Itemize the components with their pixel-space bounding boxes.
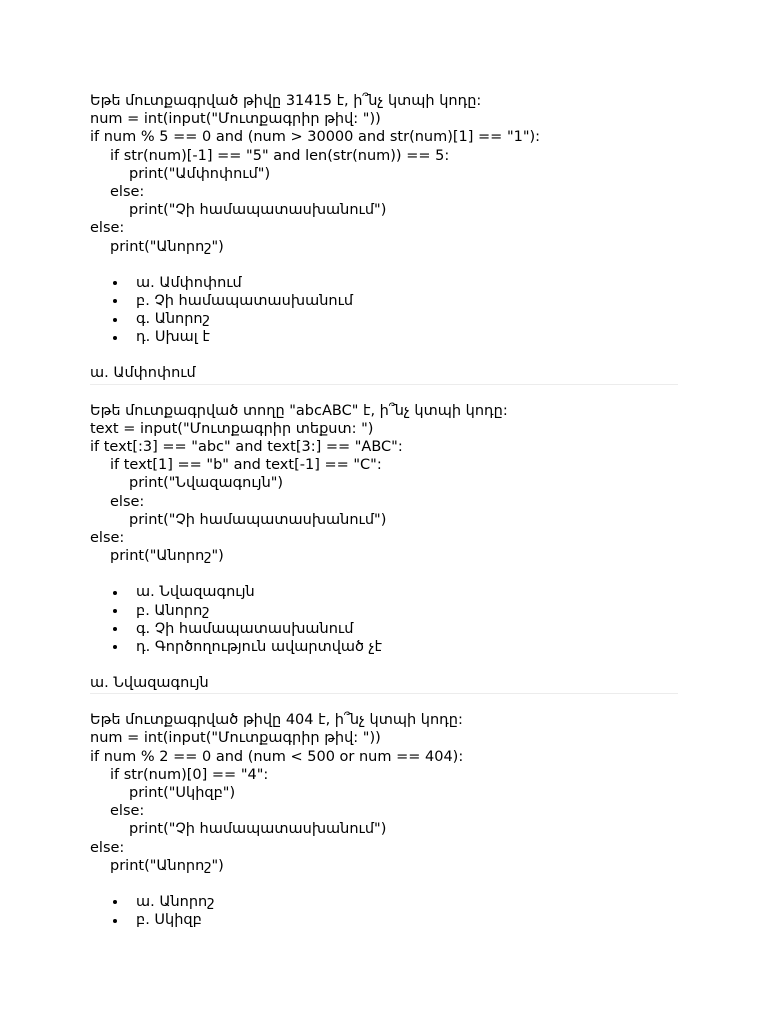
question-text: Եթե մուտքագրված թիվը 404 է, ի՞նչ կտպի կոդը: bbox=[90, 712, 463, 729]
question-text: Եթե մուտքագրված թիվը 31415 է, ի՞նչ կտպի կոդը: bbox=[90, 93, 482, 109]
bullet-icon bbox=[113, 299, 117, 303]
bullet-icon bbox=[113, 591, 117, 595]
option-label: բ. Չի համապատասխանում bbox=[136, 292, 354, 309]
code-line: else: bbox=[110, 183, 145, 200]
bullet-icon bbox=[113, 900, 117, 904]
option-label: ա. Ամփոփում bbox=[136, 274, 242, 291]
option-item bbox=[90, 328, 678, 346]
option-item bbox=[90, 638, 678, 656]
option-label: գ. Չի համապատասխանում bbox=[136, 620, 354, 637]
code-line: print("Չի համապատասխանում") bbox=[129, 202, 387, 219]
option-label: ա. Անորոշ bbox=[136, 893, 215, 910]
code-line: else: bbox=[110, 493, 145, 510]
bullet-icon bbox=[113, 627, 117, 631]
code-line: else: bbox=[90, 529, 125, 546]
code-line: print("Անորոշ") bbox=[110, 548, 224, 565]
option-item bbox=[90, 292, 678, 310]
option-label: գ. Անորոշ bbox=[136, 311, 210, 328]
code-line: print("Չի համապատասխանում") bbox=[129, 511, 387, 528]
code-line: print("Չի համապատասխանում") bbox=[129, 821, 387, 838]
options-list bbox=[90, 893, 678, 929]
bullet-icon bbox=[113, 281, 117, 285]
code-line: num = int(input("Մուտքագրիր թիվ: ")) bbox=[90, 111, 381, 128]
option-item bbox=[90, 911, 678, 929]
option-item bbox=[90, 620, 678, 638]
code-line: if text[:3] == "abc" and text[3:] == "ABC": bbox=[90, 439, 403, 455]
question-text: Եթե մուտքագրված տողը "abcABC" է, ի՞նչ կտպի կոդը: bbox=[90, 402, 508, 419]
code-line: else: bbox=[110, 803, 145, 820]
option-item bbox=[90, 583, 678, 601]
divider bbox=[90, 384, 678, 385]
option-label: ա. Նվազագույն bbox=[136, 584, 255, 601]
bullet-icon bbox=[113, 318, 117, 322]
code-line: print("Սկիզբ") bbox=[129, 785, 236, 801]
code-line: if num % 2 == 0 and (num < 500 or num == 404): bbox=[90, 748, 464, 765]
divider bbox=[90, 693, 678, 694]
options-list bbox=[90, 274, 678, 347]
option-label: դ. Գործողություն ավարտված չէ bbox=[136, 638, 382, 655]
question-2 bbox=[90, 402, 678, 695]
option-item bbox=[90, 893, 678, 911]
code-line: else: bbox=[90, 220, 125, 237]
question-3 bbox=[90, 711, 678, 929]
code-line: if str(num)[0] == "4": bbox=[110, 766, 269, 783]
code-line: if num % 5 == 0 and (num > 30000 and str(num)[1] == "1"): bbox=[90, 129, 541, 146]
option-label: դ. Սխալ է bbox=[136, 329, 210, 346]
option-label: բ. Անորոշ bbox=[136, 602, 210, 619]
code-line: print("Անորոշ") bbox=[110, 857, 224, 874]
code-line: print("Ամփոփում") bbox=[129, 165, 271, 182]
bullet-icon bbox=[113, 609, 117, 613]
code-line: print("Անորոշ") bbox=[110, 238, 224, 255]
option-item bbox=[90, 602, 678, 620]
bullet-icon bbox=[113, 645, 117, 649]
code-line: text = input("Մուտքագրիր տեքստ: ") bbox=[90, 420, 374, 437]
code-line: if str(num)[-1] == "5" and len(str(num)) == 5: bbox=[110, 147, 450, 164]
code-line: print("Նվազագույն") bbox=[129, 475, 284, 492]
document-page bbox=[90, 92, 678, 929]
bullet-icon bbox=[113, 336, 117, 340]
code-line: num = int(input("Մուտքագրիր թիվ: ")) bbox=[90, 730, 381, 747]
bullet-icon bbox=[113, 919, 117, 923]
question-1 bbox=[90, 92, 678, 385]
option-label: բ. Սկիզբ bbox=[136, 912, 202, 929]
code-line: if text[1] == "b" and text[-1] == "C": bbox=[110, 457, 382, 474]
answer-text: ա. Նվազագույն bbox=[90, 675, 209, 692]
option-item bbox=[90, 274, 678, 292]
answer-text: ա. Ամփոփում bbox=[90, 365, 196, 382]
options-list bbox=[90, 583, 678, 656]
code-line: else: bbox=[90, 839, 125, 856]
option-item bbox=[90, 310, 678, 328]
